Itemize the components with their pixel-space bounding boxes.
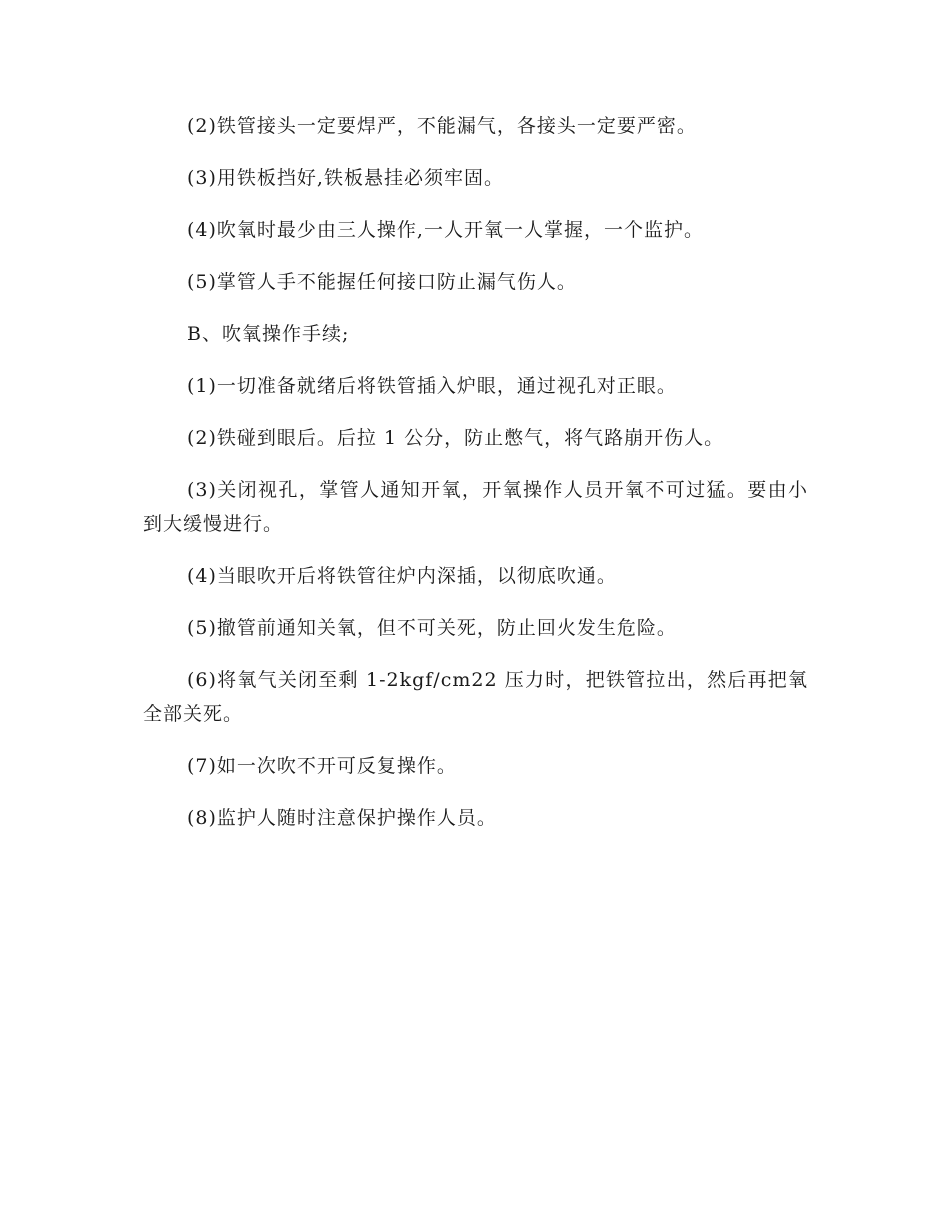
paragraph-close-oxygen: (5)撤管前通知关氧，但不可关死，防止回火发生危险。: [187, 617, 677, 639]
paragraph-supervisor: (8)监护人随时注意保护操作人员。: [187, 807, 497, 829]
paragraph-iron-plate: (3)用铁板挡好,铁板悬挂必须牢固。: [187, 167, 504, 189]
paragraph-pull-back: (2)铁碰到眼后。后拉 1 公分，防止憋气，将气路崩开伤人。: [187, 427, 725, 449]
paragraph-insert-pipe: (1)一切准备就绪后将铁管插入炉眼，通过视孔对正眼。: [187, 375, 677, 397]
document-body: [143, 109, 808, 853]
section-heading-procedure: B、吹氧操作手续;: [187, 323, 350, 345]
paragraph-pipe-joint: (2)铁管接头一定要焊严，不能漏气，各接头一定要严密。: [187, 115, 697, 137]
paragraph-three-operators: (4)吹氧时最少由三人操作,一人开氧一人掌握，一个监护。: [187, 219, 704, 241]
paragraph-hand-safety: (5)掌管人手不能握任何接口防止漏气伤人。: [187, 271, 577, 293]
paragraph-repeat: (7)如一次吹不开可反复操作。: [187, 755, 457, 777]
paragraph-open-oxygen: (3)关闭视孔，掌管人通知开氧，开氧操作人员开氧不可过猛。要由小到大缓慢进行。: [143, 479, 808, 535]
paragraph-insert-deeper: (4)当眼吹开后将铁管往炉内深插，以彻底吹通。: [187, 565, 617, 587]
paragraph-pull-out: (6)将氧气关闭至剩 1-2kgf/cm22 压力时，把铁管拉出，然后再把氧全部关死。: [143, 669, 808, 725]
